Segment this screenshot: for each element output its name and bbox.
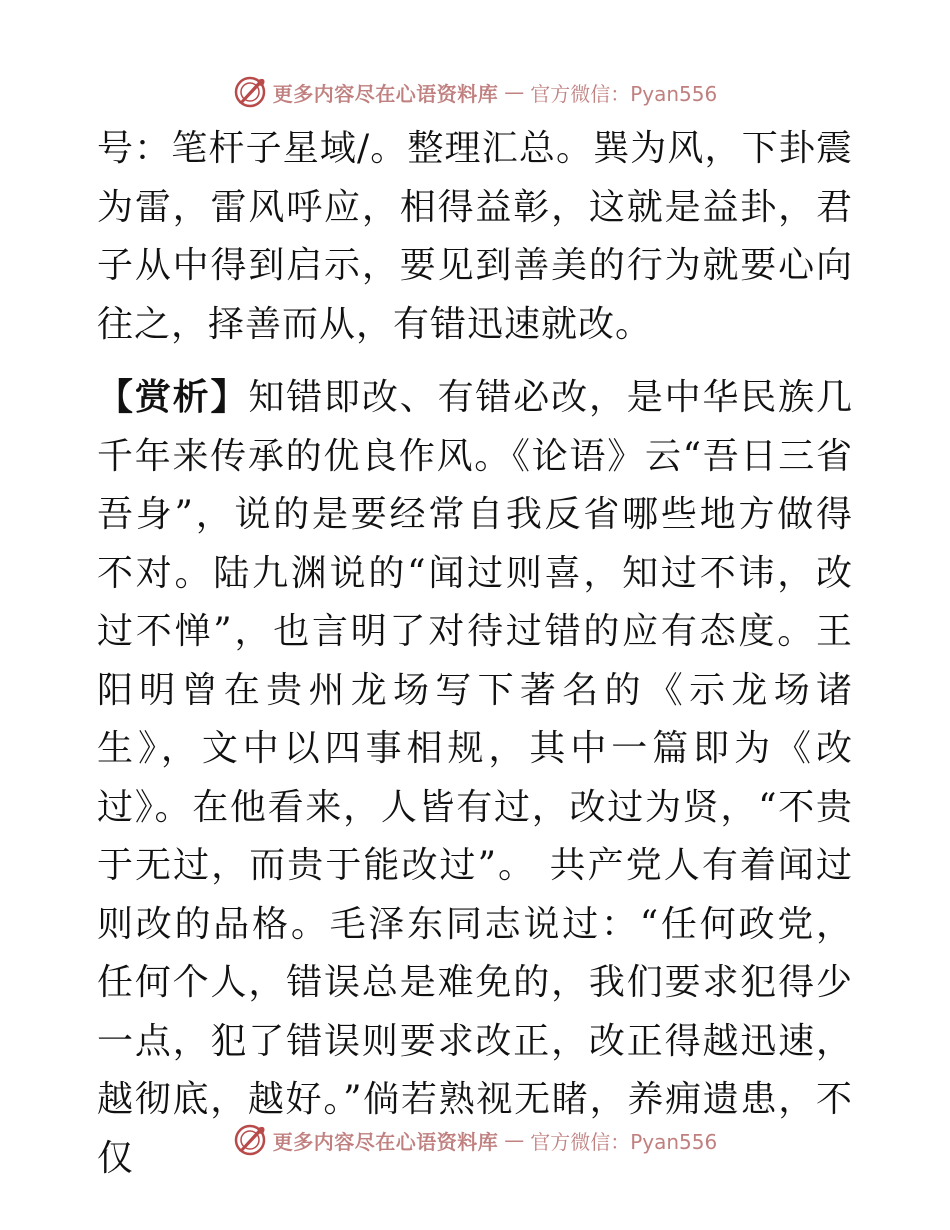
quill-seal-icon (233, 75, 267, 109)
quill-seal-icon (233, 1123, 267, 1157)
header-banner (0, 72, 950, 112)
document-body (97, 120, 853, 1188)
footer-site-text: 更多内容尽在心语资料库 (272, 1129, 499, 1154)
analysis-text: 知错即改、有错必改，是中华民族几千年来传承的优良作风。《论语》云“吾日三省吾身”，说的是要经常自我反省哪些地方做得不对。陆九渊说的“闻过则喜，知过不讳，改过不惮”，也言明了对待过错的应有态度。王阳明曾在贵州龙场写下著名的《示龙场诸生》，文中以四事相规，其中一篇即为《改过》。在他看来，人皆有过，改过为贤，“不贵于无过，而贵于能改过”。 共产党人有着闻过则改的品格。毛泽东同志说过：“任何政党，任何个人，错误总是难免的，我们要求犯得少一点，犯了错误则要求改正，改正得越迅速，越彻底，越好。”倘若熟视无睹，养痈遗患，不仅 (97, 377, 853, 1179)
footer-wechat-text: 官方微信：Pyan556 (530, 1129, 718, 1154)
paragraph-analysis (97, 368, 853, 1188)
footer-separator: — (504, 1128, 525, 1152)
paragraph-1: 号：笔杆子星域/。整理汇总。巽为风，下卦震为雷，雷风呼应，相得益彰，这就是益卦，君子从中得到启示，要见到善美的行为就要心向往之，择善而从，有错迅速就改。 (97, 128, 853, 345)
footer-banner (0, 1120, 950, 1160)
analysis-tag: 【赏析】 (97, 376, 249, 418)
header-site-text: 更多内容尽在心语资料库 (272, 81, 499, 106)
header-separator: — (504, 80, 525, 104)
header-wechat-text: 官方微信：Pyan556 (530, 81, 718, 106)
